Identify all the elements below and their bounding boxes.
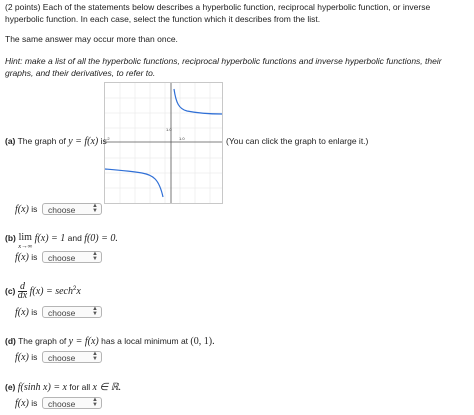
part-e-fx: f(x) bbox=[15, 398, 29, 409]
part-d-statement bbox=[5, 336, 215, 347]
select-arrows-icon: ▲ ▼ bbox=[92, 306, 98, 317]
part-c-sup: 2 bbox=[73, 285, 77, 292]
curve-right-branch bbox=[174, 89, 222, 114]
y-tick-label: 1.0 bbox=[166, 127, 172, 132]
enlarge-note: (You can click the graph to enlarge it.) bbox=[226, 136, 369, 146]
part-a-equation: y = f(x) bbox=[68, 136, 99, 147]
part-d-select-value: choose bbox=[48, 353, 76, 363]
part-c-answer-label bbox=[15, 307, 37, 318]
part-c-d-num: d bbox=[18, 283, 27, 292]
part-b-limit bbox=[18, 233, 32, 251]
graph-thumbnail[interactable] bbox=[104, 82, 223, 204]
part-e-statement bbox=[5, 382, 121, 393]
part-b-label: (b) bbox=[5, 233, 16, 243]
part-d-point: (0, 1). bbox=[190, 336, 215, 347]
part-b-is: is bbox=[31, 252, 38, 262]
part-d-text-after: has a local minimum at bbox=[101, 336, 189, 346]
part-c-fx: f(x) bbox=[15, 307, 29, 318]
part-a-fx: f(x) bbox=[15, 204, 29, 215]
part-d-label: (d) bbox=[5, 336, 16, 346]
part-b-and: and bbox=[67, 233, 82, 243]
part-b-answer-label bbox=[15, 252, 37, 263]
part-d-fx: f(x) bbox=[15, 352, 29, 363]
part-e-label: (e) bbox=[5, 382, 16, 392]
part-d-text-before: The graph of bbox=[18, 336, 67, 346]
select-arrows-icon: ▲ ▼ bbox=[92, 351, 98, 362]
part-c-select[interactable] bbox=[42, 306, 102, 318]
question-intro: (2 points) Each of the statements below describes a hyperbolic function, reciprocal hyperbolic function, or inverse hyperbolic function. In each case, select the function which it describes from the list. bbox=[5, 2, 431, 24]
part-c-var: x bbox=[76, 285, 81, 297]
select-arrows-icon: ▲ ▼ bbox=[92, 203, 98, 214]
part-e-answer-label bbox=[15, 398, 37, 409]
part-a-select[interactable] bbox=[42, 203, 102, 215]
same-answer-note: The same answer may occur more than once. bbox=[5, 34, 178, 44]
part-b-lim-sub: x→∞ bbox=[18, 243, 33, 250]
part-b-statement bbox=[5, 233, 118, 251]
graph-grid bbox=[105, 83, 222, 203]
part-b-expr1: f(x) = 1 bbox=[34, 233, 66, 244]
part-a-text-after: is bbox=[100, 136, 107, 146]
select-arrows-icon: ▲ ▼ bbox=[92, 251, 98, 262]
part-c-select-value: choose bbox=[48, 308, 76, 318]
part-d-select[interactable] bbox=[42, 351, 102, 363]
part-d-equation: y = f(x) bbox=[68, 336, 99, 347]
part-a-statement bbox=[5, 136, 107, 147]
x-tick-label: 1.0 bbox=[179, 136, 185, 141]
part-a-label: (a) bbox=[5, 136, 16, 146]
graph-svg[interactable] bbox=[105, 83, 222, 203]
part-c-statement bbox=[5, 283, 81, 300]
part-b-lim-word: lim bbox=[18, 232, 32, 243]
part-e-expr: f(sinh x) = x bbox=[17, 382, 67, 393]
part-c-d-den: dx bbox=[17, 290, 28, 301]
part-e-set: x ∈ ℝ. bbox=[92, 382, 122, 393]
select-arrows-icon: ▲ ▼ bbox=[92, 397, 98, 408]
part-e-is: is bbox=[31, 398, 38, 408]
part-d-answer-label bbox=[15, 352, 37, 363]
part-c-derivative bbox=[18, 283, 27, 300]
hint-text: Hint: make a list of all the hyperbolic functions, reciprocal hyperbolic functions and inverse hyperbolic functions, their graphs, and their derivatives, to refer to. bbox=[5, 56, 442, 78]
part-c-is: is bbox=[31, 307, 38, 317]
part-c-expr: f(x) = sech bbox=[29, 285, 73, 297]
x-min-label: -2 bbox=[106, 136, 110, 141]
part-b-select[interactable] bbox=[42, 251, 102, 263]
part-e-select-value: choose bbox=[48, 399, 76, 409]
part-a-answer-label bbox=[15, 204, 37, 215]
part-a-is: is bbox=[31, 204, 38, 214]
part-b-expr2: f(0) = 0. bbox=[84, 233, 118, 244]
part-c-label: (c) bbox=[5, 285, 16, 296]
part-b-fx: f(x) bbox=[15, 252, 29, 263]
part-d-is: is bbox=[31, 352, 38, 362]
part-a-text-before: The graph of bbox=[17, 136, 66, 146]
part-e-for-all: for all bbox=[69, 382, 91, 392]
part-b-select-value: choose bbox=[48, 253, 76, 263]
part-a-select-value: choose bbox=[48, 205, 76, 215]
part-e-select[interactable] bbox=[42, 397, 102, 409]
